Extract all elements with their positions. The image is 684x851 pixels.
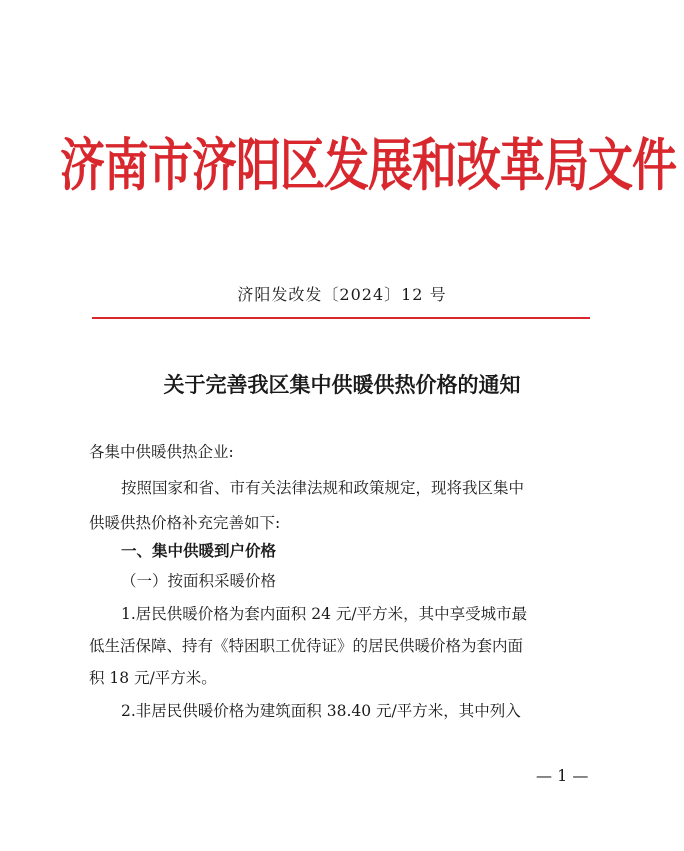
salutation: 各集中供暖供热企业: (89, 443, 234, 461)
document-number: 济阳发改发〔2024〕12 号 (237, 285, 447, 304)
paragraph-line: 低生活保障、持有《特困职工优待证》的居民供暖价格为套内面 (89, 637, 524, 655)
section-heading: 一、集中供暖到户价格 (121, 542, 277, 560)
paragraph-line: 按照国家和省、市有关法律法规和政策规定，现将我区集中 (121, 479, 525, 497)
red-separator-line (92, 317, 590, 319)
document-title: 关于完善我区集中供暖供热价格的通知 (163, 372, 521, 397)
paragraph-line: 积 18 元/平方米。 (89, 669, 217, 687)
page-number: — 1 — (536, 766, 589, 785)
document-masthead: 济南市济阳区发展和改革局文件 (60, 131, 677, 198)
paragraph-line: 2.非居民供暖价格为建筑面积 38.40 元/平方米，其中列入 (121, 702, 521, 720)
paragraph-line: 供暖供热价格补充完善如下: (89, 514, 281, 532)
subsection-heading: （一）按面积采暖价格 (121, 572, 277, 590)
paragraph-line: 1.居民供暖价格为套内面积 24 元/平方米，其中享受城市最 (121, 605, 528, 623)
